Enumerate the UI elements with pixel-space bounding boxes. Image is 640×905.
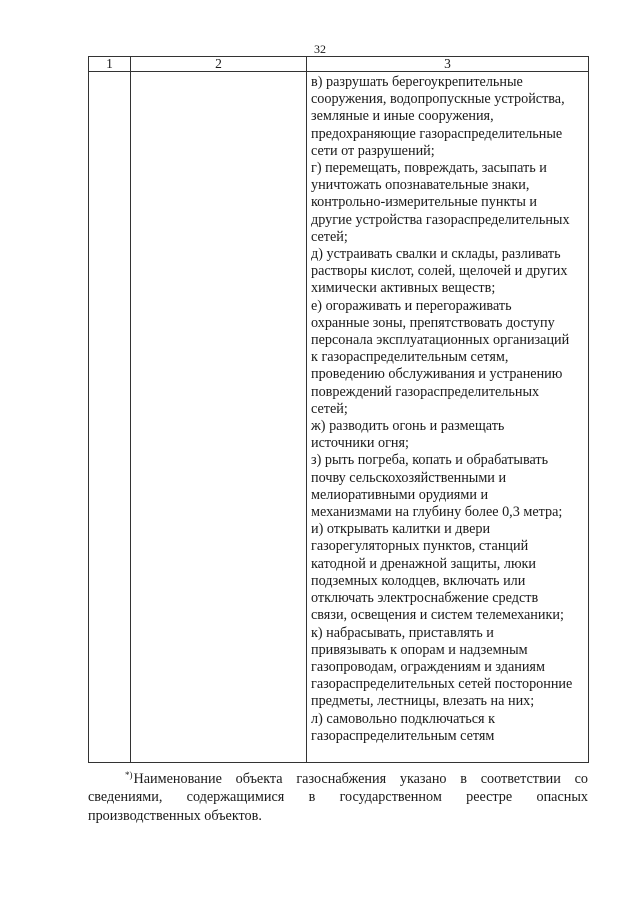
list-item-line: к) набрасывать, приставлять и xyxy=(311,624,494,641)
list-item-line: сети от разрушений; xyxy=(311,142,435,159)
list-item-line: и) открывать калитки и двери xyxy=(311,521,491,538)
footnote-line-3: производственных объектов. xyxy=(88,807,262,824)
list-item-line: растворы кислот, солей, щелочей и других xyxy=(311,263,568,280)
table-row xyxy=(89,72,589,763)
list-item-line: почву сельскохозяйственными и xyxy=(311,469,507,486)
list-item-line: предохраняющие газораспределительные xyxy=(311,125,563,142)
footnote-line-1-text: Наименование объекта газоснабжения указано в соответствии со xyxy=(133,771,588,787)
list-item-line: сетей; xyxy=(311,400,348,417)
list-item-line: механизмами на глубину более 0,3 метра; xyxy=(311,504,563,521)
list-item-line: д) устраивать свалки и склады, разливать xyxy=(311,246,561,263)
list-item-line: к газораспределительным сетям, xyxy=(311,349,509,366)
list-item-line: сетей; xyxy=(311,228,348,245)
list-item-line: земляные и иные сооружения, xyxy=(311,108,494,125)
prohibitions-list xyxy=(307,72,588,745)
document-table xyxy=(88,56,589,763)
list-item-line: источники огня; xyxy=(311,435,409,452)
footnote-marker: *) xyxy=(125,770,133,780)
table-header-row xyxy=(89,57,589,72)
list-item-line: отключать электроснабжение средств xyxy=(311,590,539,607)
page-number: 32 xyxy=(314,42,326,56)
list-item-line: мелиоративными орудиями и xyxy=(311,486,489,503)
list-item-line: персонала эксплуатационных организаций xyxy=(311,332,570,349)
footnote xyxy=(88,766,588,825)
list-item-line: газорегуляторных пунктов, станций xyxy=(311,538,529,555)
list-item-line: подземных колодцев, включать или xyxy=(311,572,526,589)
column-header-2: 2 xyxy=(131,57,307,72)
list-item-line: химически активных веществ; xyxy=(311,280,496,297)
list-item-line: проведению обслуживания и устранению xyxy=(311,366,563,383)
list-item-line: охранные зоны, препятствовать доступу xyxy=(311,314,555,331)
list-item-line: сооружения, водопропускные устройства, xyxy=(311,91,565,108)
column-header-1: 1 xyxy=(89,57,131,72)
table-cell-col3 xyxy=(307,72,589,763)
list-item-line: катодной и дренажной защиты, люки xyxy=(311,555,537,572)
list-item-line: е) огораживать и перегораживать xyxy=(311,297,512,314)
list-item-line: предметы, лестницы, влезать на них; xyxy=(311,693,535,710)
footnote-line-1 xyxy=(88,766,588,788)
table-cell-col1 xyxy=(89,72,131,763)
list-item-line: л) самовольно подключаться к xyxy=(311,710,496,727)
list-item-line: повреждений газораспределительных xyxy=(311,383,540,400)
list-item-line: газораспределительных сетей посторонние xyxy=(311,676,573,693)
list-item-line: ж) разводить огонь и размещать xyxy=(311,418,505,435)
list-item-line: связи, освещения и систем телемеханики; xyxy=(311,607,564,624)
list-item-line: уничтожать опознавательные знаки, xyxy=(311,177,530,194)
list-item-line: газораспределительным сетям xyxy=(311,727,495,744)
column-header-3: 3 xyxy=(307,57,589,72)
table-cell-col2 xyxy=(131,72,307,763)
footnote-line-2: сведениями, содержащимися в государственном реестре опасных xyxy=(88,789,588,806)
list-item-line: г) перемещать, повреждать, засыпать и xyxy=(311,160,547,177)
list-item-line: контрольно-измерительные пункты и xyxy=(311,194,538,211)
list-item-line: газопроводам, ограждениям и зданиям xyxy=(311,658,545,675)
list-item-line: в) разрушать берегоукрепительные xyxy=(311,74,523,90)
list-item-line: привязывать к опорам и надземным xyxy=(311,641,528,658)
list-item-line: другие устройства газораспределительных xyxy=(311,211,570,228)
list-item-line: з) рыть погреба, копать и обрабатывать xyxy=(311,452,549,469)
